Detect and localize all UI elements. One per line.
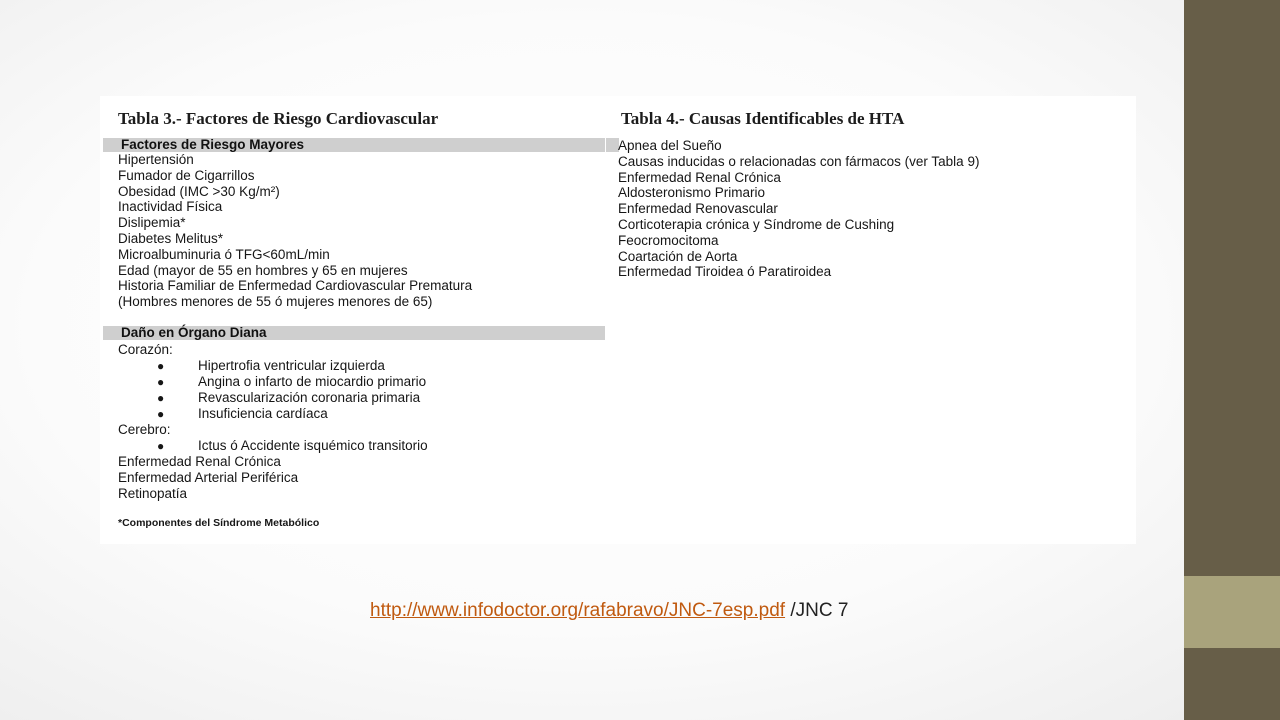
citation <box>370 600 848 622</box>
bullet-icon: ● <box>157 391 165 405</box>
bullet-icon: ● <box>157 375 165 389</box>
list-item: Enfermedad Renal Crónica <box>118 454 281 469</box>
list-item: Causas inducidas o relacionadas con fármacos (ver Tabla 9) <box>618 153 980 169</box>
list-item: Microalbuminuria ó TFG<60mL/min <box>118 246 330 262</box>
list-item: Enfermedad Renovascular <box>618 201 778 217</box>
list-item: Feocromocitoma <box>618 232 719 248</box>
list-item: Revascularización coronaria primaria <box>198 390 421 405</box>
table3-title: Tabla 3.- Factores de Riesgo Cardiovascular <box>118 109 439 128</box>
list-item: Retinopatía <box>118 485 188 501</box>
list-item: Apnea del Sueño <box>618 138 722 153</box>
corazon-label: Corazón: <box>118 342 173 357</box>
decorative-sidebar <box>1184 0 1280 720</box>
list-item: Inactividad Física <box>118 199 223 215</box>
table3-footnote: *Componentes del Síndrome Metabólico <box>118 517 320 529</box>
list-item: Ictus ó Accidente isquémico transitorio <box>198 438 428 453</box>
sidebar-accent-band <box>1184 576 1280 648</box>
list-item: Hipertrofia ventricular izquierda <box>198 358 385 373</box>
list-item: (Hombres menores de 55 ó mujeres menores de 65) <box>118 294 433 310</box>
citation-suffix: /JNC 7 <box>785 600 849 621</box>
source-link[interactable]: http://www.infodoctor.org/rafabravo/JNC-7esp.pdf <box>370 600 786 621</box>
list-item: Historia Familiar de Enfermedad Cardiovascular Prematura <box>118 278 473 294</box>
table4-title: Tabla 4.- Causas Identificables de HTA <box>621 109 905 128</box>
tables-image <box>100 96 1136 544</box>
list-item: Obesidad (IMC >30 Kg/m²) <box>118 183 280 199</box>
bullet-icon: ● <box>157 407 165 421</box>
list-item: Diabetes Melitus* <box>118 231 224 246</box>
table3-section2-header: Daño en Órgano Diana <box>103 326 605 340</box>
list-item: Fumador de Cigarrillos <box>118 167 255 183</box>
list-item: Aldosteronismo Primario <box>618 185 766 201</box>
list-item: Hipertensión <box>118 152 194 167</box>
list-item: Angina o infarto de miocardio primario <box>198 374 427 389</box>
bullet-icon: ● <box>157 439 165 453</box>
table3-section1-header: Factores de Riesgo Mayores <box>103 138 605 152</box>
list-item: Dislipemia* <box>118 215 186 231</box>
list-item: Enfermedad Tiroidea ó Paratiroidea <box>618 264 832 280</box>
list-item: Corticoterapia crónica y Síndrome de Cushing <box>618 217 895 232</box>
list-item: Insuficiencia cardíaca <box>198 406 328 421</box>
list-item: Enfermedad Renal Crónica <box>618 169 781 185</box>
cerebro-label: Cerebro: <box>118 422 171 437</box>
list-item: Edad (mayor de 55 en hombres y 65 en mujeres <box>118 262 408 278</box>
list-item: Coartación de Aorta <box>618 248 738 264</box>
list-item: Enfermedad Arterial Periférica <box>118 469 299 485</box>
bullet-icon: ● <box>157 359 165 373</box>
